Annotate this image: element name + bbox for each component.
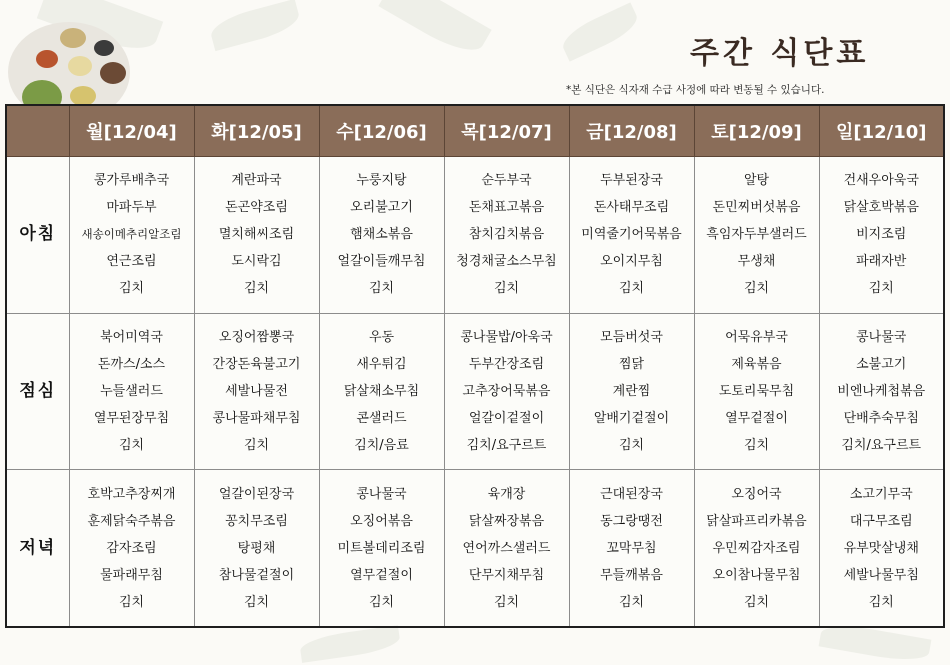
menu-item: 알배기겉절이: [593, 410, 670, 426]
day-header-sat: 토[12/09]: [694, 105, 819, 157]
menu-item: 고추장어묵볶음: [462, 383, 551, 399]
menu-item: 북어미역국: [100, 329, 163, 345]
menu-item: 꼬막무침: [606, 540, 657, 556]
menu-item: 육개장: [487, 486, 526, 502]
menu-item: 김치: [743, 437, 770, 453]
menu-cell-breakfast-mon: [69, 157, 194, 314]
menu-item: 순두부국: [481, 173, 532, 189]
menu-cell-dinner-sat: [694, 470, 819, 627]
menu-item: 세발나물전: [225, 383, 288, 399]
menu-item: 건새우아욱국: [843, 173, 919, 189]
menu-item: 연어까스샐러드: [462, 540, 551, 556]
menu-cell-dinner-wed: [319, 470, 444, 627]
menu-item: 김치: [118, 281, 145, 297]
menu-item: 김치: [368, 594, 395, 610]
menu-item: 근대된장국: [600, 486, 663, 502]
menu-item: 햄채소볶음: [350, 227, 413, 243]
meal-row-breakfast: [6, 157, 944, 314]
menu-item: 두부된장국: [600, 173, 663, 189]
menu-item: 도시락김: [231, 254, 282, 270]
menu-item: 오이참나물무침: [712, 567, 801, 583]
menu-item: 누룽지탕: [356, 173, 407, 189]
menu-item: 참치김치볶음: [468, 227, 545, 243]
menu-item: 도토리묵무침: [718, 383, 795, 399]
day-header-row: [6, 105, 944, 157]
menu-item: 얼갈이된장국: [218, 486, 295, 502]
menu-item: 꽁치무조림: [225, 513, 288, 529]
menu-item: 탕평채: [237, 540, 276, 556]
menu-item: 얼갈이겉절이: [468, 410, 545, 426]
menu-item: 닭살파프리카볶음: [706, 513, 807, 529]
menu-cell-dinner-fri: [569, 470, 694, 627]
menu-item: 비엔나케첩볶음: [837, 383, 926, 399]
menu-item: 김치: [118, 437, 145, 453]
menu-cell-breakfast-thu: [444, 157, 569, 314]
menu-item: 세발나물무침: [843, 567, 919, 583]
menu-cell-lunch-sat: [694, 313, 819, 470]
menu-item: 마파두부: [106, 200, 157, 216]
menu-item: 닭살짜장볶음: [468, 513, 545, 529]
menu-item: 콩나물국: [356, 486, 407, 502]
menu-item: 감자조림: [106, 540, 157, 556]
menu-item: 참나물겉절이: [218, 567, 295, 583]
menu-item: 흑임자두부샐러드: [706, 227, 807, 243]
menu-item: 김치: [243, 281, 270, 297]
meal-label-dinner: 저녁: [6, 470, 69, 627]
menu-item: 우동: [368, 329, 395, 345]
menu-item: 알탕: [743, 173, 770, 189]
menu-item: 오리불고기: [350, 200, 413, 216]
menu-item: 모듬버섯국: [600, 329, 663, 345]
menu-item: 콩나물파채무침: [212, 410, 301, 426]
menu-cell-breakfast-sun: [819, 157, 944, 314]
menu-item: 미역줄기어묵볶음: [581, 227, 682, 243]
menu-item: 계란찜: [612, 383, 651, 399]
menu-item: 김치: [743, 594, 770, 610]
menu-item: 미트볼데리조림: [337, 540, 426, 556]
menu-cell-breakfast-sat: [694, 157, 819, 314]
menu-item: 오이지무침: [600, 254, 663, 270]
menu-item: 제육볶음: [731, 356, 782, 372]
menu-item: 오징어짬뽕국: [218, 329, 295, 345]
meal-row-dinner: [6, 470, 944, 627]
menu-item: 김치: [618, 437, 645, 453]
menu-item: 어묵유부국: [725, 329, 788, 345]
menu-item: 김치: [243, 594, 270, 610]
leaf-decoration: [299, 625, 401, 663]
menu-item: 열무겉절이: [350, 567, 413, 583]
menu-item: 돈민찌버섯볶음: [712, 200, 801, 216]
menu-cell-lunch-sun: [819, 313, 944, 470]
menu-item: 유부맛살냉채: [843, 540, 919, 556]
menu-item: 찜닭: [618, 356, 645, 372]
menu-item: 연근조림: [106, 254, 157, 270]
menu-notice: *본 식단은 식자재 수급 사정에 따라 변동될 수 있습니다.: [566, 84, 825, 96]
menu-item: 김치: [493, 281, 520, 297]
menu-item: 얼갈이들깨무침: [337, 254, 426, 270]
menu-item: 비지조림: [856, 227, 907, 243]
menu-item: 돈채표고볶음: [468, 200, 545, 216]
menu-item: 돈사태무조림: [593, 200, 670, 216]
menu-item: 김치: [368, 281, 395, 297]
menu-cell-lunch-tue: [194, 313, 319, 470]
leaf-decoration: [208, 0, 303, 51]
menu-item: 대구무조림: [849, 513, 913, 529]
menu-item: 김치: [118, 594, 145, 610]
menu-item: 두부간장조림: [468, 356, 545, 372]
menu-item: 김치/요구르트: [466, 437, 547, 453]
menu-item: 무생채: [737, 254, 776, 270]
menu-item: 무들깨볶음: [600, 567, 663, 583]
menu-cell-breakfast-fri: [569, 157, 694, 314]
meal-label-breakfast: 아침: [6, 157, 69, 314]
menu-item: 콩나물밥/아욱국: [460, 329, 553, 345]
menu-item: 닭살채소무침: [343, 383, 420, 399]
menu-item: 닭살호박볶음: [843, 200, 919, 216]
menu-cell-lunch-wed: [319, 313, 444, 470]
menu-item: 열무된장무침: [93, 410, 170, 426]
menu-item: 누들샐러드: [100, 383, 163, 399]
meal-row-lunch: [6, 313, 944, 470]
menu-item: 호박고추장찌개: [87, 486, 176, 502]
menu-cell-lunch-fri: [569, 313, 694, 470]
menu-cell-lunch-thu: [444, 313, 569, 470]
menu-cell-breakfast-tue: [194, 157, 319, 314]
menu-item: 파래자반: [856, 254, 907, 270]
menu-item: 간장돈육불고기: [212, 356, 301, 372]
menu-item: 김치: [743, 281, 770, 297]
day-header-fri: 금[12/08]: [569, 105, 694, 157]
menu-item: 돈곤약조림: [225, 200, 288, 216]
menu-item: 김치: [243, 437, 270, 453]
menu-cell-dinner-tue: [194, 470, 319, 627]
page-title: 주간 식단표: [690, 36, 870, 71]
menu-item: 우민찌감자조림: [712, 540, 801, 556]
menu-item: 새송이메추리알조림: [81, 227, 182, 242]
leaf-decoration: [558, 2, 642, 61]
weekly-menu-table: [5, 104, 945, 628]
meal-label-lunch: 점심: [6, 313, 69, 470]
menu-item: 김치: [618, 281, 645, 297]
menu-item: 오징어볶음: [350, 513, 413, 529]
menu-item: 단배추숙무침: [843, 410, 919, 426]
menu-item: 훈제닭숙주볶음: [87, 513, 176, 529]
day-header-tue: 화[12/05]: [194, 105, 319, 157]
menu-item: 동그랑땡전: [600, 513, 663, 529]
menu-item: 콘샐러드: [356, 410, 407, 426]
menu-item: 김치/요구르트: [841, 437, 922, 453]
menu-item: 콩가루배추국: [93, 173, 170, 189]
menu-item: 물파래무침: [100, 567, 163, 583]
menu-item: 멸치해씨조림: [218, 227, 295, 243]
menu-cell-dinner-mon: [69, 470, 194, 627]
day-header-wed: 수[12/06]: [319, 105, 444, 157]
menu-item: 계란파국: [231, 173, 282, 189]
menu-item: 오징어국: [731, 486, 782, 502]
header-corner: [6, 105, 69, 157]
menu-item: 김치/음료: [354, 437, 409, 453]
menu-cell-lunch-mon: [69, 313, 194, 470]
menu-cell-dinner-thu: [444, 470, 569, 627]
menu-cell-dinner-sun: [819, 470, 944, 627]
menu-item: 콩나물국: [856, 329, 907, 345]
day-header-thu: 목[12/07]: [444, 105, 569, 157]
menu-item: 돈까스/소스: [97, 356, 166, 372]
menu-item: 청경채굴소스무침: [456, 254, 557, 270]
menu-item: 새우튀김: [356, 356, 407, 372]
menu-item: 김치: [868, 594, 894, 610]
menu-item: 김치: [868, 281, 894, 297]
menu-item: 열무겉절이: [725, 410, 788, 426]
leaf-decoration: [378, 0, 491, 61]
menu-item: 김치: [493, 594, 520, 610]
day-header-mon: 월[12/04]: [69, 105, 194, 157]
menu-item: 소불고기: [856, 356, 907, 372]
menu-cell-breakfast-wed: [319, 157, 444, 314]
day-header-sun: 일[12/10]: [819, 105, 944, 157]
menu-item: 단무지채무침: [468, 567, 545, 583]
menu-item: 김치: [618, 594, 645, 610]
menu-item: 소고기무국: [849, 486, 913, 502]
